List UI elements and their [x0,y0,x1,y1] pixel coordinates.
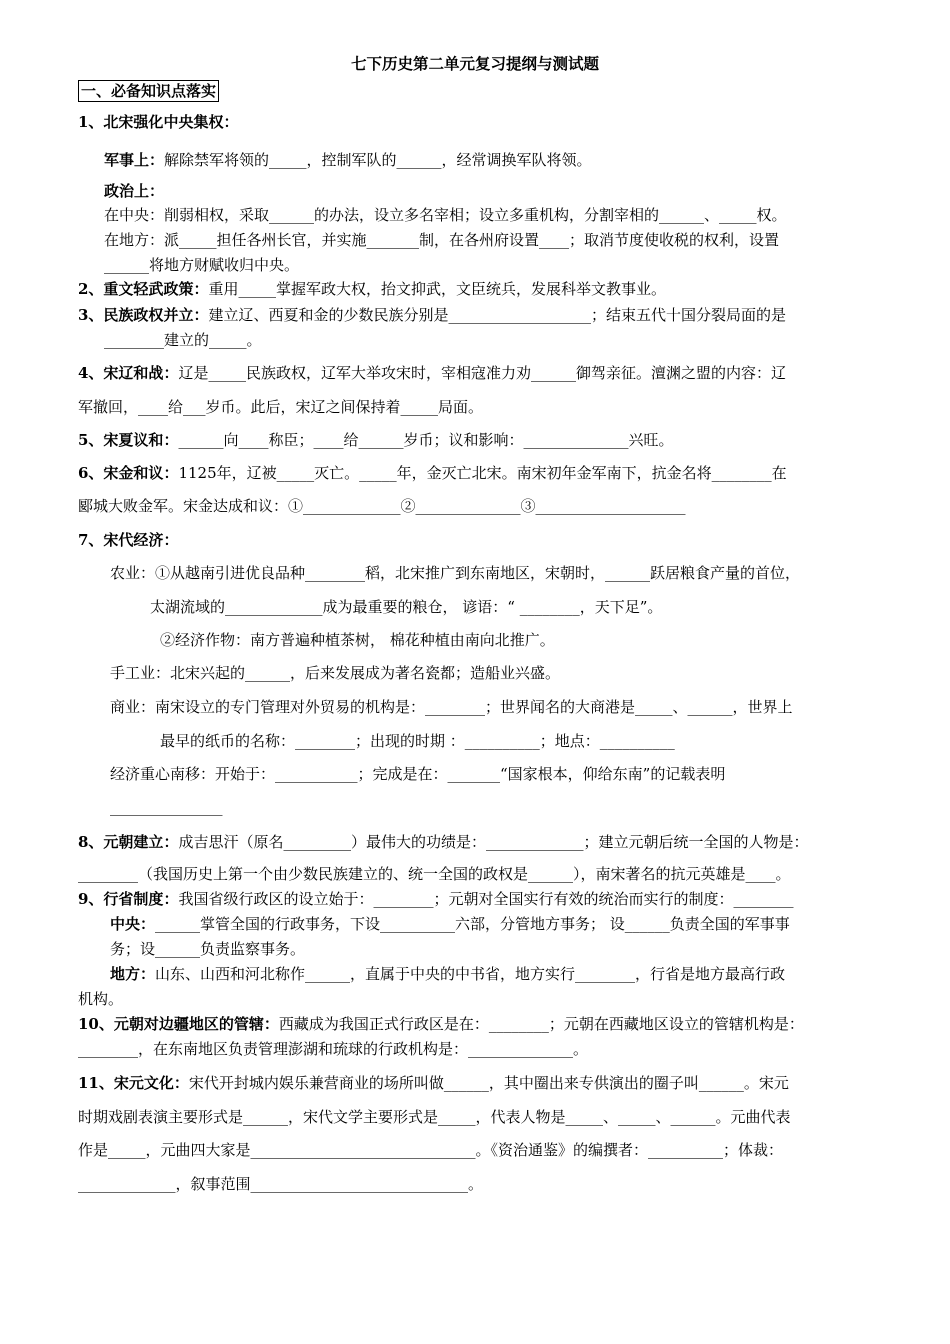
item-8-cont: ________（我国历史上第一个由少数民族建立的、统一全国的政权是______），南宋著名的抗元英雄是____。 [78,865,791,883]
item-7-cash-crops: ②经济作物：南方普遍种植茶树， 棉花种植由南向北推广。 [160,631,555,649]
item-6-cont: 郾城大败金军。宋金达成和议：①_____________②______________③____________________ [78,497,686,515]
item-7-agriculture: 农业：①从越南引进优良品种________稻，北宋推广到东南地区，宋朝时，______跃居粮食产量的首位， [110,564,801,582]
item-1-local-cont: ______将地方财赋收归中央。 [104,256,300,274]
item-2: 2、重文轻武政策：重用_____掌握军政大权，抬文抑武，文臣统兵，发展科举文教事业。 [78,280,666,298]
section-heading: 一、必备知识点落实 [78,80,219,102]
item-1-central: 在中央：削弱相权，采取______的办法，设立多名宰相；设立多重机构，分割宰相的______、_____权。 [104,206,787,224]
item-8: 8、元朝建立：成吉思汗（原名_________）最伟大的功绩是：_____________；建立元朝后统一全国的人物是： [78,833,809,851]
item-5: 5、宋夏议和：______向____称臣；____给______岁币；议和影响：______________兴旺。 [78,431,674,449]
item-7-commerce-cont: 最早的纸币的名称：________；出现的时期 ：__________；地点：__________ [160,732,675,750]
item-3-cont: ________建立的_____。 [104,331,262,349]
page-title: 七下历史第二单元复习提纲与测试题 [350,54,599,73]
item-1-military: 军事上：解除禁军将领的_____，控制军队的______，经常调换军队将领。 [104,151,592,169]
item-7-agriculture-cont: 太湖流域的_____________成为最重要的粮仓， 谚语：“ ________，天下足”。 [150,598,663,616]
item-9-central-cont: 务；设______负责监察事务。 [110,940,306,958]
item-9: 9、行省制度：我国省级行政区的设立始于：________；元朝对全国实行有效的统治而实行的制度：________ [78,890,794,908]
item-1-heading: 1、北宋强化中央集权： [78,113,239,131]
item-9-local-cont: 机构。 [78,990,124,1008]
item-9-local: 地方：山东、山西和河北称作______，直属于中央的中书省，地方实行________，行省是地方最高行政 [110,965,786,983]
item-1-local: 在地方：派_____担任各州长官，并实施_______制，在各州府设置____；取消节度使收税的权利，设置 [104,231,780,249]
item-4-cont: 军撤回，____给___岁币。此后，宋辽之间保持着_____局面。 [78,398,484,416]
item-7-heading: 7、宋代经济： [78,531,179,549]
item-11-cont-1: 时期戏剧表演主要形式是______，宋代文学主要形式是_____，代表人物是_____、_____、______。元曲代表 [78,1108,791,1126]
item-7-handicraft: 手工业：北宋兴起的______，后来发展成为著名瓷都；造船业兴盛。 [110,664,561,682]
item-6: 6、宋金和议：1125年，辽被_____灭亡。_____年，金灭亡北宋。南宋初年金军南下，抗金名将________在 [78,464,787,482]
item-4: 4、宋辽和战：辽是_____民族政权，辽军大举攻宋时，宰相寇准力劝______御驾亲征。澶渊之盟的内容：辽 [78,364,786,382]
item-9-central: 中央：______掌管全国的行政事务，下设__________六部，分管地方事务； 设______负责全国的军事事 [110,915,790,933]
item-11-cont-2: 作是_____，元曲四大家是______________________________。《资治通鉴》的编撰者：__________；体裁： [78,1141,784,1159]
item-3: 3、民族政权并立：建立辽、西夏和金的少数民族分别是___________________；结束五代十国分裂局面的是 [78,306,786,324]
item-7-shift: 经济重心南移：开始于：___________；完成是在：_______“国家根本，仰给东南”的记载表明 [110,765,726,783]
item-11-cont-3: _____________，叙事范围_____________________________。 [78,1175,484,1193]
item-11: 11、宋元文化：宋代开封城内娱乐兼营商业的场所叫做______，其中圈出来专供演出的圈子叫______。宋元 [78,1074,789,1092]
item-7-commerce: 商业：南宋设立的专门管理对外贸易的机构是：________；世界闻名的大商港是_____、______，世界上 [110,698,793,716]
item-1-politics: 政治上： [104,182,165,200]
item-7-shift-cont: _______________ [110,798,223,816]
item-10-cont: ________，在东南地区负责管理澎湖和琉球的行政机构是：______________。 [78,1040,589,1058]
item-10: 10、元朝对边疆地区的管辖：西藏成为我国正式行政区是在：________；元朝在西藏地区设立的管辖机构是： [78,1015,804,1033]
